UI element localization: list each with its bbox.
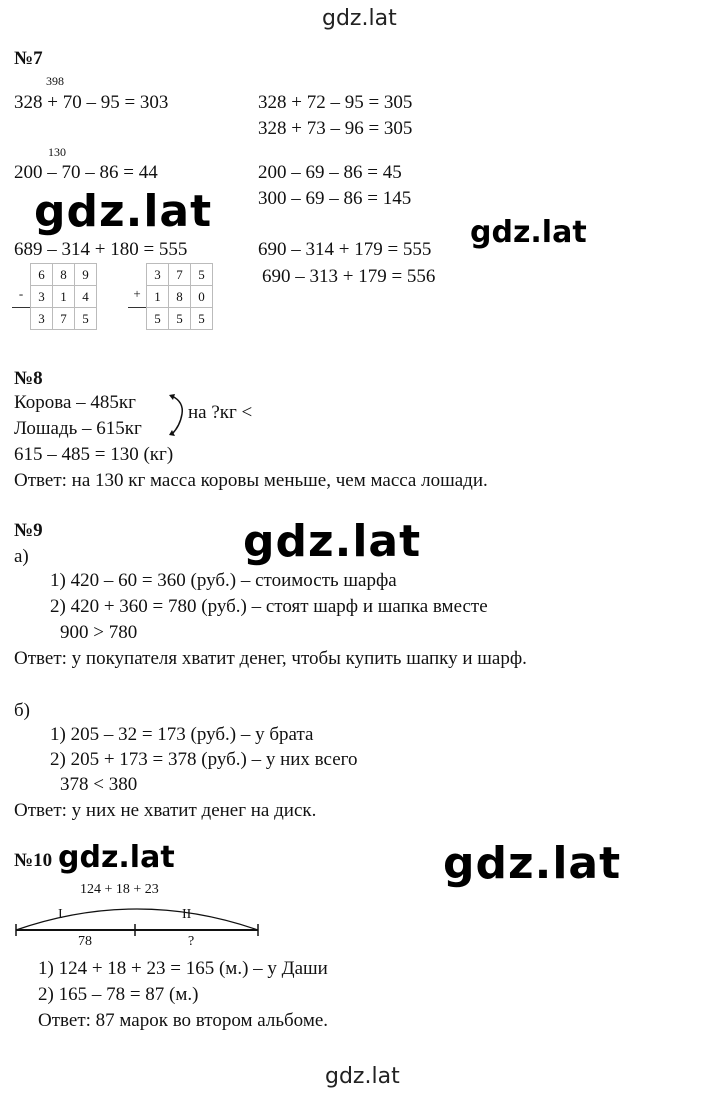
- task-8-line1: Корова – 485кг: [14, 392, 136, 413]
- task-9-title: №9: [14, 520, 43, 541]
- task-9b-step1: 1) 205 – 32 = 173 (руб.) – у брата: [50, 724, 314, 745]
- minus-sign: -: [18, 285, 24, 301]
- digit: 7: [169, 264, 191, 286]
- task-8-answer: Ответ: на 130 кг масса коровы меньше, чем масса лошади.: [14, 470, 488, 491]
- task-7-right1a: 328 + 72 – 95 = 305: [258, 92, 413, 113]
- watermark-2: gdz.lat: [470, 215, 587, 250]
- task-7-line2: 200 – 70 – 86 = 44: [14, 162, 158, 183]
- task-10-answer: Ответ: 87 марок во втором альбоме.: [38, 1010, 329, 1031]
- digit: 8: [53, 264, 75, 286]
- task-7-right3b: 690 – 313 + 179 = 556: [262, 266, 436, 287]
- task-7-right2a: 200 – 69 – 86 = 45: [258, 162, 402, 183]
- task-7-right3a: 690 – 314 + 179 = 555: [258, 239, 432, 260]
- digit: 3: [31, 308, 53, 330]
- task-9b-answer: Ответ: у них не хватит денег на диск.: [14, 800, 317, 821]
- task-9a-step1: 1) 420 – 60 = 360 (руб.) – стоимость шарфа: [50, 570, 397, 591]
- digit: 5: [191, 264, 213, 286]
- task-8-brace-label: на ?кг <: [188, 402, 253, 423]
- digit: 1: [147, 286, 169, 308]
- digit: 0: [191, 286, 213, 308]
- digit: 5: [75, 308, 97, 330]
- watermark-1: gdz.lat: [34, 186, 213, 237]
- digit: 8: [169, 286, 191, 308]
- plus-sign: +: [133, 285, 141, 301]
- task-9b-label: б): [14, 700, 30, 721]
- segment-diagram: [12, 896, 262, 940]
- task-10-step2: 2) 165 – 78 = 87 (м.): [38, 984, 199, 1005]
- watermark-3: gdz.lat: [243, 516, 422, 567]
- watermark-top: gdz.lat: [322, 6, 397, 31]
- column-addition: [128, 263, 213, 330]
- task-9a-step2: 2) 420 + 360 = 780 (руб.) – стоят шарф и шапка вместе: [50, 596, 488, 617]
- watermark-4: gdz.lat: [443, 838, 622, 889]
- task-10-title: №10: [14, 850, 53, 871]
- segment-1-label: I: [58, 907, 63, 922]
- task-7-line3: 689 – 314 + 180 = 555: [14, 239, 188, 260]
- watermark-bottom: gdz.lat: [325, 1064, 400, 1089]
- segment-2-label: II: [182, 907, 192, 922]
- task-7-sup1: 398: [46, 74, 64, 88]
- digit: 5: [191, 308, 213, 330]
- brace-arrow-icon: [168, 392, 190, 438]
- digit: 5: [147, 308, 169, 330]
- column-subtraction: [12, 263, 97, 330]
- task-8-title: №8: [14, 368, 43, 389]
- digit: 5: [169, 308, 191, 330]
- task-9a-label: а): [14, 546, 29, 567]
- task-9b-step2: 2) 205 + 173 = 378 (руб.) – у них всего: [50, 749, 358, 770]
- task-9b-compare: 378 < 380: [60, 774, 138, 795]
- task-7-sup2: 130: [48, 145, 66, 159]
- arc-label: 124 + 18 + 23: [80, 882, 159, 897]
- task-7-right2b: 300 – 69 – 86 = 145: [258, 188, 412, 209]
- task-8-line3: 615 – 485 = 130 (кг): [14, 444, 174, 465]
- task-7-right1b: 328 + 73 – 96 = 305: [258, 118, 413, 139]
- task-10-step1: 1) 124 + 18 + 23 = 165 (м.) – у Даши: [38, 958, 328, 979]
- task-8-line2: Лошадь – 615кг: [14, 418, 142, 439]
- task-7-title: №7: [14, 48, 43, 69]
- digit: 3: [31, 286, 53, 308]
- digit: 9: [75, 264, 97, 286]
- segment-1-value: 78: [78, 934, 92, 949]
- watermark-5: gdz.lat: [58, 840, 175, 875]
- digit: 3: [147, 264, 169, 286]
- digit: 1: [53, 286, 75, 308]
- task-7-line1: 328 + 70 – 95 = 303: [14, 92, 169, 113]
- digit: 7: [53, 308, 75, 330]
- task-9a-compare: 900 > 780: [60, 622, 138, 643]
- segment-2-value: ?: [188, 934, 195, 949]
- digit: 6: [31, 264, 53, 286]
- digit: 4: [75, 286, 97, 308]
- task-9a-answer: Ответ: у покупателя хватит денег, чтобы купить шапку и шарф.: [14, 648, 527, 669]
